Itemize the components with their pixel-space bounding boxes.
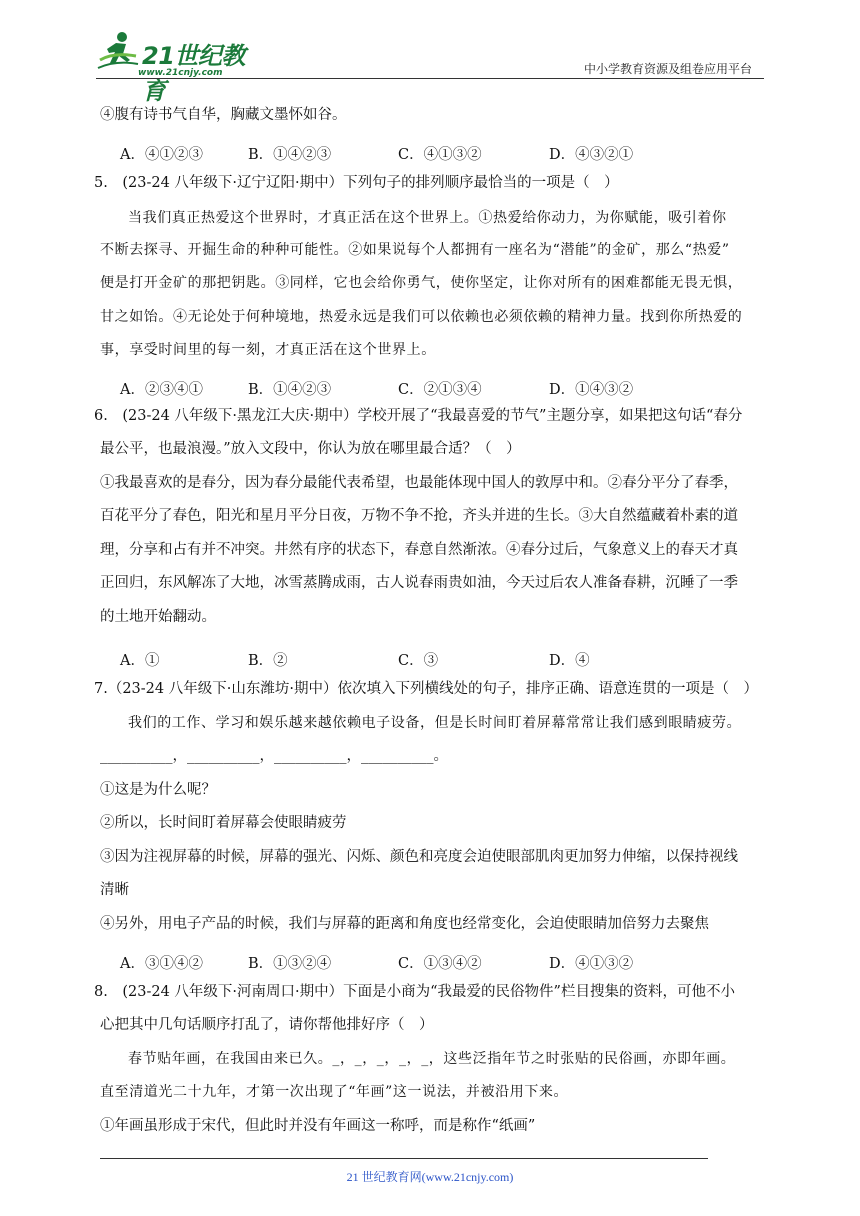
page-header [96,26,764,105]
q6-stem-continued: 最公平，也最浪漫。”放入文段中，你认为放在哪里最合适？（ ） [100,441,521,457]
q7-sentence-4: ④另外，用电子产品的时候，我们与屏幕的距离和角度也经常变化，会迫使眼睛加倍努力去聚焦 [100,916,709,932]
q8-passage-line: 直至清道光二十九年，才第一次出现了“年画”这一说法，并被沿用下来。 [100,1084,569,1100]
q6-stem: 6. (23-24 八年级下·黑龙江大庆·期中）学校开展了“我最喜爱的节气”主题分享，如果把这句话“春分 [94,408,743,424]
q6-option-d: D．④ [549,653,590,669]
q5-passage-line: 事，享受时间里的每一刻，才真正活在这个世界上。 [100,342,436,358]
q7-sentence-3-continued: 清晰 [100,882,129,898]
q6-option-c: C．③ [398,653,439,669]
q7-passage: 我们的工作、学习和娱乐越来越依赖电子设备，但是长时间盯着屏幕常常让我们感到眼睛疲劳。 [128,715,742,731]
q7-sentence-1: ①这是为什么呢？ [100,782,216,798]
q7-option-d: D．④①③② [549,956,634,972]
footer-divider [100,1158,708,1159]
q6-passage-line: 正回归，东风解冻了大地，冰雪蒸腾成雨，古人说春雨贵如油，今天过后农人准备春耕，沉睡了一季 [100,575,738,591]
q8-stem-continued: 心把其中几句话顺序打乱了，请你帮他排好序（ ） [100,1017,434,1033]
q5-option-b: B．①④②③ [248,382,332,398]
q4-item-4: ④腹有诗书气自华，胸藏文墨怀如谷。 [100,107,347,123]
q6-option-a: A．① [120,653,160,669]
footer-text: 21 世纪教育网(www.21cnjy.com) [346,1170,514,1184]
q5-option-d: D．①④③② [549,382,634,398]
q4-option-d: D．④③②① [549,147,634,163]
q6-passage-line: 的土地开始翻动。 [100,609,216,625]
q5-passage-line: 便是打开金矿的那把钥匙。③同样，它也会给你勇气，使你坚定，让你对所有的困难都能无畏无惧， [100,275,743,291]
q7-sentence-3: ③因为注视屏幕的时候，屏幕的强光、闪烁、颜色和亮度会迫使眼部肌肉更加努力伸缩，以保持视线 [100,849,738,865]
q7-option-c: C．①③④② [398,956,482,972]
q4-option-c: C．④①③② [398,147,482,163]
q6-option-b: B．② [248,653,288,669]
q5-passage-line: 不断去探寻、开掘生命的种种可能性。②如果说每个人都拥有一座名为“潜能”的金矿，那么“热爱” [100,242,730,258]
q7-blanks: __________，__________，__________，__________。 [100,748,448,764]
q7-sentence-2: ②所以，长时间盯着屏幕会使眼睛疲劳 [100,815,347,831]
q8-passage-line: 春节贴年画，在我国由来已久。_，_，_，_，_，这些泛指年节之时张贴的民俗画，亦即年画。 [128,1051,736,1067]
q8-sentence-1: ①年画虽形成于宋代，但此时并没有年画这一称呼，而是称作“纸画” [100,1118,536,1134]
q5-passage-line: 当我们真正热爱这个世界时，才真正活在这个世界上。①热爱给你动力，为你赋能，吸引着你 [128,210,727,226]
q4-option-a: A．④①②③ [120,147,203,163]
q4-option-b: B．①④②③ [248,147,332,163]
q5-option-c: C．②①③④ [398,382,482,398]
runner-icon [96,30,140,74]
q8-stem: 8. (23-24 八年级下·河南周口·期中）下面是小商为“我最爱的民俗物件”栏目搜集的资料，可他不小 [94,984,735,1000]
q7-option-a: A．③①④② [120,956,203,972]
q5-option-a: A．②③④① [120,382,203,398]
q5-passage-line: 甘之如饴。④无论处于何种境地，热爱永远是我们可以依赖也必须依赖的精神力量。找到你所热爱的 [100,309,743,325]
header-divider [96,78,764,79]
site-logo [96,30,266,105]
q6-passage-line: ①我最喜欢的是春分，因为春分最能代表希望，也最能体现中国人的敦厚中和。②春分平分了春季， [100,475,738,491]
q7-option-b: B．①③②④ [248,956,332,972]
header-platform-label: 中小学教育资源及组卷应用平台 [583,62,752,76]
q7-stem: 7.（23-24 八年级下·山东潍坊·期中）依次填入下列横线处的句子，排序正确、语意连贯的一项是（ ） [94,681,758,697]
logo-text: 21世纪教育 [142,42,245,105]
q5-stem: 5. (23-24 八年级下·辽宁辽阳·期中）下列句子的排列顺序最恰当的一项是（ ） [94,175,619,191]
q6-passage-line: 百花平分了春色，阳光和星月平分日夜，万物不争不抢，齐头并进的生长。③大自然蕴藏着朴素的道 [100,508,738,524]
q6-passage-line: 理，分享和占有并不冲突。井然有序的状态下，春意自然渐浓。④春分过后，气象意义上的春天才真 [100,542,738,558]
logo-url: www.21cnjy.com [138,68,223,78]
